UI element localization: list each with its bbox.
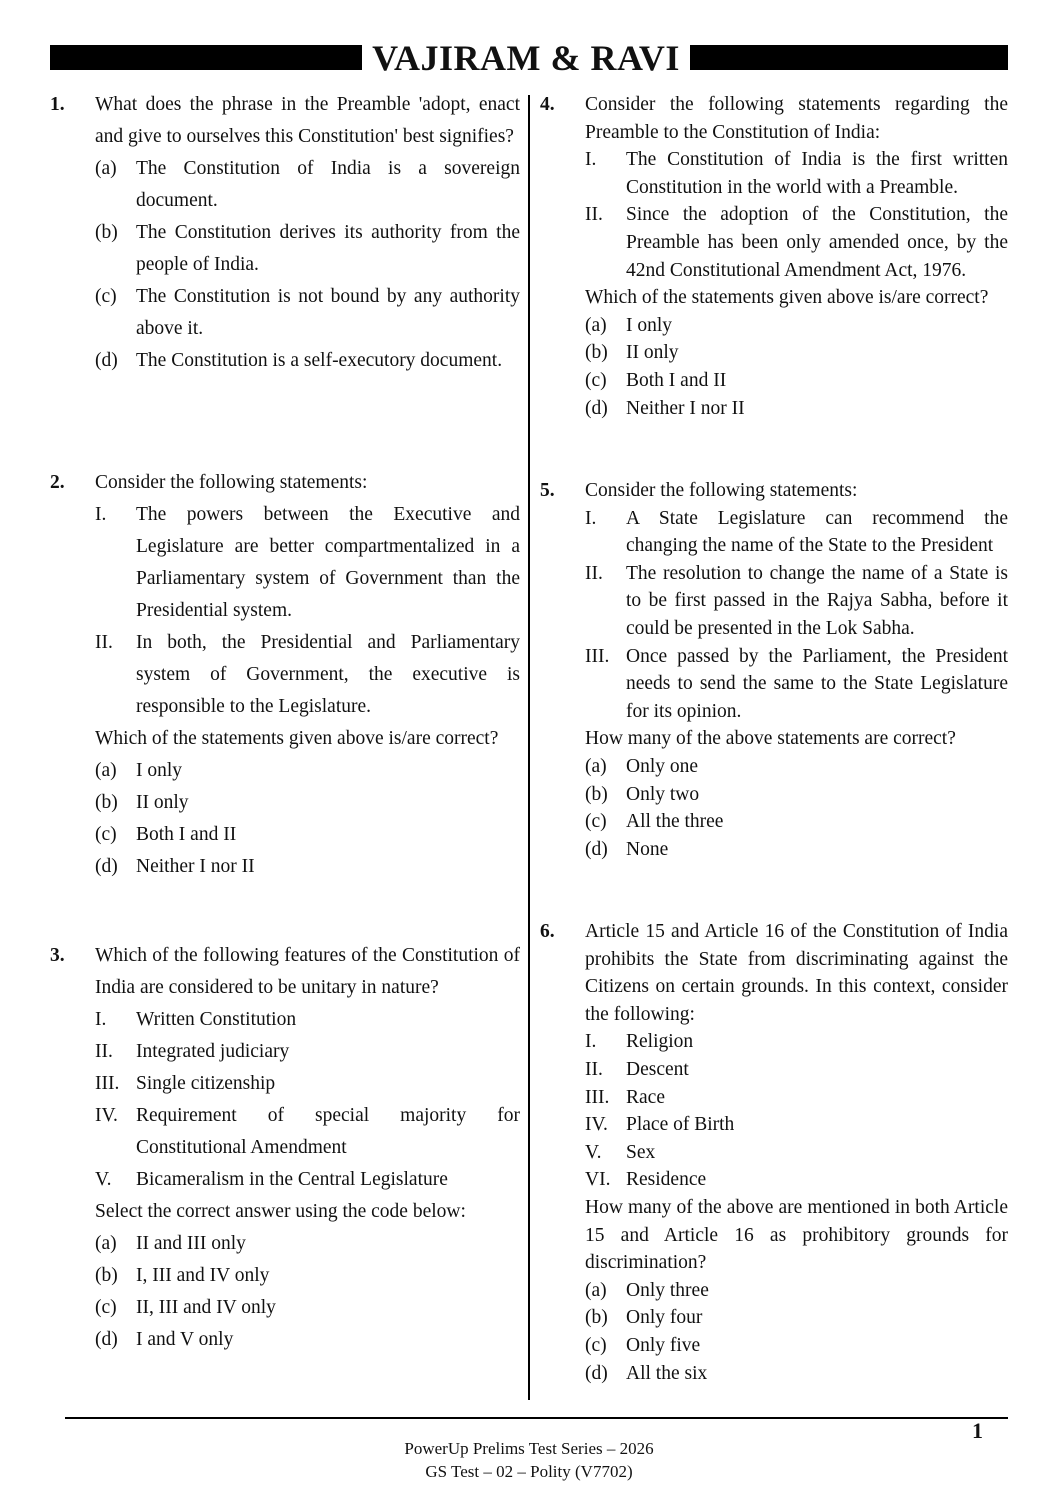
question-body <box>95 467 520 883</box>
statement <box>95 1100 520 1164</box>
answer-option <box>95 1260 520 1292</box>
answer-option-text: Both I and II <box>626 369 727 391</box>
statement-label: I. <box>95 1009 107 1030</box>
statement-text: Race <box>626 1086 665 1108</box>
question-row <box>50 89 520 377</box>
answer-option-text: II only <box>626 342 679 364</box>
answer-option-label: (b) <box>95 222 118 243</box>
statement-text: Sex <box>626 1141 656 1163</box>
question-number: 1. <box>50 94 65 115</box>
question-row <box>540 91 1008 422</box>
statement-label: III. <box>95 1073 120 1094</box>
answer-option-label: (a) <box>95 1233 117 1254</box>
answer-option-label: (c) <box>95 286 117 307</box>
statement <box>95 627 520 723</box>
question-number: 5. <box>540 480 555 501</box>
question-prompt: Which of the statements given above is/are correct? <box>95 728 499 749</box>
statement <box>585 560 1008 643</box>
footer-test: GS Test – 02 – Polity (V7702) <box>425 1462 633 1481</box>
question-number: 2. <box>50 472 65 493</box>
statement <box>95 1004 520 1036</box>
statement-label: II. <box>585 562 603 584</box>
answer-option-label: (d) <box>95 1329 118 1350</box>
statement <box>585 1028 1008 1056</box>
question-1 <box>50 89 520 377</box>
answer-option-text: Only two <box>626 783 700 805</box>
answer-option <box>585 836 1008 864</box>
statement-text: Bicameralism in the Central Legislature <box>136 1169 448 1190</box>
answer-option <box>585 808 1008 836</box>
answer-option-text: Only one <box>626 755 699 777</box>
answer-option-text: Neither I nor II <box>136 856 255 877</box>
answer-option-label: (a) <box>95 158 117 179</box>
question-prompt: Select the correct answer using the code below: <box>95 1201 466 1222</box>
statement-label: II. <box>585 204 603 226</box>
answer-option <box>585 781 1008 809</box>
answer-option-label: (b) <box>585 342 608 364</box>
answer-option <box>585 395 1008 423</box>
answer-option-text: None <box>626 838 669 860</box>
question-stem: Consider the following statements regarding the Preamble to the Constitution of India: <box>585 94 1008 143</box>
answer-option <box>95 1228 520 1260</box>
answer-option <box>585 367 1008 395</box>
statement <box>585 1056 1008 1084</box>
statement-text: Since the adoption of the Constitution, the Preamble has been only amended once, by the 42nd Constitutional Amendment Act, 1976. <box>626 204 1008 281</box>
statement-label: III. <box>585 645 610 667</box>
footer-rule <box>65 1417 1008 1419</box>
answer-option-text: II, III and IV only <box>136 1297 276 1318</box>
statement <box>585 1166 1008 1194</box>
question-5 <box>540 477 1008 863</box>
question-3 <box>50 940 520 1356</box>
answer-option-label: (d) <box>585 838 608 860</box>
page-number: 1 <box>972 1418 983 1443</box>
header-bar-left <box>50 45 362 70</box>
header-bar-right <box>690 45 1008 70</box>
statement-label: IV. <box>95 1105 118 1126</box>
statement-text: Written Constitution <box>136 1009 297 1030</box>
statement <box>585 146 1008 201</box>
question-body <box>95 940 520 1356</box>
answer-option-label: (b) <box>95 1265 118 1286</box>
answer-option-text: I only <box>136 760 183 781</box>
answer-option-text: The Constitution is not bound by any authority above it. <box>136 286 520 339</box>
statement-label: II. <box>95 632 113 653</box>
question-row <box>50 940 520 1356</box>
statement <box>585 201 1008 284</box>
statement-text: The resolution to change the name of a State is to be first passed in the Rajya Sabha, before it could be presented in the Lok Sabha. <box>626 562 1008 639</box>
answer-option-text: The Constitution is a self-executory document. <box>136 350 503 371</box>
answer-option-text: Both I and II <box>136 824 237 845</box>
answer-option <box>95 1324 520 1356</box>
answer-option-text: Only five <box>626 1334 701 1356</box>
answer-option <box>95 1292 520 1324</box>
question-stem: Article 15 and Article 16 of the Constitution of India prohibits the State from discriminating against the Citizens on certain grounds. In this context, consider the following: <box>585 921 1008 1025</box>
question-stem: Consider the following statements: <box>95 472 368 493</box>
answer-option <box>585 1277 1008 1305</box>
statement <box>585 643 1008 726</box>
answer-option-text: I and V only <box>136 1329 234 1350</box>
answer-option-label: (a) <box>585 314 607 336</box>
answer-option <box>95 819 520 851</box>
footer-series: PowerUp Prelims Test Series – 2026 <box>404 1439 654 1458</box>
question-row <box>50 467 520 883</box>
answer-option-text: The Constitution derives its authority from the people of India. <box>136 222 520 275</box>
answer-option-text: Neither I nor II <box>626 397 745 419</box>
answer-option <box>585 312 1008 340</box>
answer-option-label: (d) <box>585 1362 608 1384</box>
answer-option <box>95 345 520 377</box>
answer-option-label: (c) <box>585 811 607 833</box>
statement-label: VI. <box>585 1169 611 1191</box>
statement <box>585 1084 1008 1112</box>
statement <box>585 1111 1008 1139</box>
statement-label: II. <box>585 1058 603 1080</box>
question-prompt: How many of the above are mentioned in both Article 15 and Article 16 as prohibitory grounds for discrimination? <box>585 1196 1008 1274</box>
brand-title: VAJIRAM & RAVI <box>372 38 680 78</box>
question-row <box>540 918 1008 1387</box>
answer-option-label: (b) <box>585 1307 608 1329</box>
statement-text: Place of Birth <box>626 1114 735 1136</box>
question-prompt: How many of the above statements are correct? <box>585 728 956 750</box>
question-6 <box>540 918 1008 1387</box>
statement-text: Religion <box>626 1031 694 1053</box>
answer-option-text: II only <box>136 792 189 813</box>
answer-option-label: (c) <box>95 824 117 845</box>
statement <box>95 1164 520 1196</box>
statement <box>95 1068 520 1100</box>
answer-option-label: (c) <box>585 1334 607 1356</box>
answer-option-label: (d) <box>95 856 118 877</box>
answer-option <box>95 217 520 281</box>
statement-label: IV. <box>585 1114 608 1136</box>
answer-option <box>95 851 520 883</box>
statement-text: The powers between the Executive and Legislature are better compartmentalized in a Parliamentary system of Government than the Presidential system. <box>136 504 520 621</box>
question-number: 6. <box>540 921 555 942</box>
statement-label: I. <box>585 149 597 171</box>
answer-option <box>585 1304 1008 1332</box>
answer-option-label: (c) <box>585 369 607 391</box>
question-number: 4. <box>540 94 555 115</box>
statement-label: III. <box>585 1086 610 1108</box>
question-prompt: Which of the statements given above is/are correct? <box>585 287 989 309</box>
question-stem: Consider the following statements: <box>585 480 858 501</box>
column-divider <box>528 95 530 1400</box>
answer-option <box>585 339 1008 367</box>
statement <box>585 505 1008 560</box>
answer-option <box>95 787 520 819</box>
answer-option <box>585 753 1008 781</box>
question-stem: Which of the following features of the Constitution of India are considered to be unitary in nature? <box>95 945 520 998</box>
question-4 <box>540 91 1008 422</box>
statement-text: In both, the Presidential and Parliamentary system of Government, the executive is responsible to the Legislature. <box>136 632 520 717</box>
answer-option-label: (d) <box>585 397 608 419</box>
question-body <box>585 477 1008 863</box>
statement-text: Requirement of special majority for Constitutional Amendment <box>136 1105 520 1158</box>
question-body <box>95 89 520 377</box>
answer-option-label: (d) <box>95 350 118 371</box>
question-body <box>585 91 1008 422</box>
answer-option-text: Only four <box>626 1307 703 1329</box>
answer-option-text: All the three <box>626 811 724 833</box>
answer-option <box>95 153 520 217</box>
answer-option-text: II and III only <box>136 1233 246 1254</box>
answer-option <box>95 755 520 787</box>
answer-option <box>585 1332 1008 1360</box>
statement-text: Once passed by the Parliament, the President needs to send the same to the State Legislature for its opinion. <box>626 645 1008 722</box>
statement-label: V. <box>95 1169 112 1190</box>
answer-option-label: (c) <box>95 1297 117 1318</box>
answer-option-text: Only three <box>626 1279 709 1301</box>
statement <box>95 499 520 627</box>
statement <box>585 1139 1008 1167</box>
answer-option <box>585 1360 1008 1388</box>
answer-option-text: All the six <box>626 1362 708 1384</box>
question-stem: What does the phrase in the Preamble 'adopt, enact and give to ourselves this Constitution' best signifies? <box>95 94 520 147</box>
statement <box>95 1036 520 1068</box>
answer-option-label: (a) <box>585 1279 607 1301</box>
statement-label: I. <box>585 507 597 529</box>
statement-text: Integrated judiciary <box>136 1041 290 1062</box>
answer-option-label: (b) <box>585 783 608 805</box>
statement-text: Single citizenship <box>136 1073 276 1094</box>
answer-option-text: I, III and IV only <box>136 1265 270 1286</box>
answer-option-text: I only <box>626 314 673 336</box>
statement-text: Residence <box>626 1169 707 1191</box>
question-row <box>540 477 1008 863</box>
answer-option-text: The Constitution of India is a sovereign document. <box>136 158 520 211</box>
statement-label: I. <box>95 504 107 525</box>
answer-option <box>95 281 520 345</box>
answer-option-label: (b) <box>95 792 118 813</box>
question-2 <box>50 467 520 883</box>
statement-text: Descent <box>626 1058 689 1080</box>
statement-label: II. <box>95 1041 113 1062</box>
question-number: 3. <box>50 945 65 966</box>
statement-text: The Constitution of India is the first written Constitution in the world with a Preamble. <box>626 149 1008 198</box>
answer-option-label: (a) <box>585 755 607 777</box>
question-body <box>585 918 1008 1387</box>
statement-label: I. <box>585 1031 597 1053</box>
answer-option-label: (a) <box>95 760 117 781</box>
statement-text: A State Legislature can recommend the changing the name of the State to the President <box>626 507 1008 557</box>
statement-label: V. <box>585 1141 602 1163</box>
